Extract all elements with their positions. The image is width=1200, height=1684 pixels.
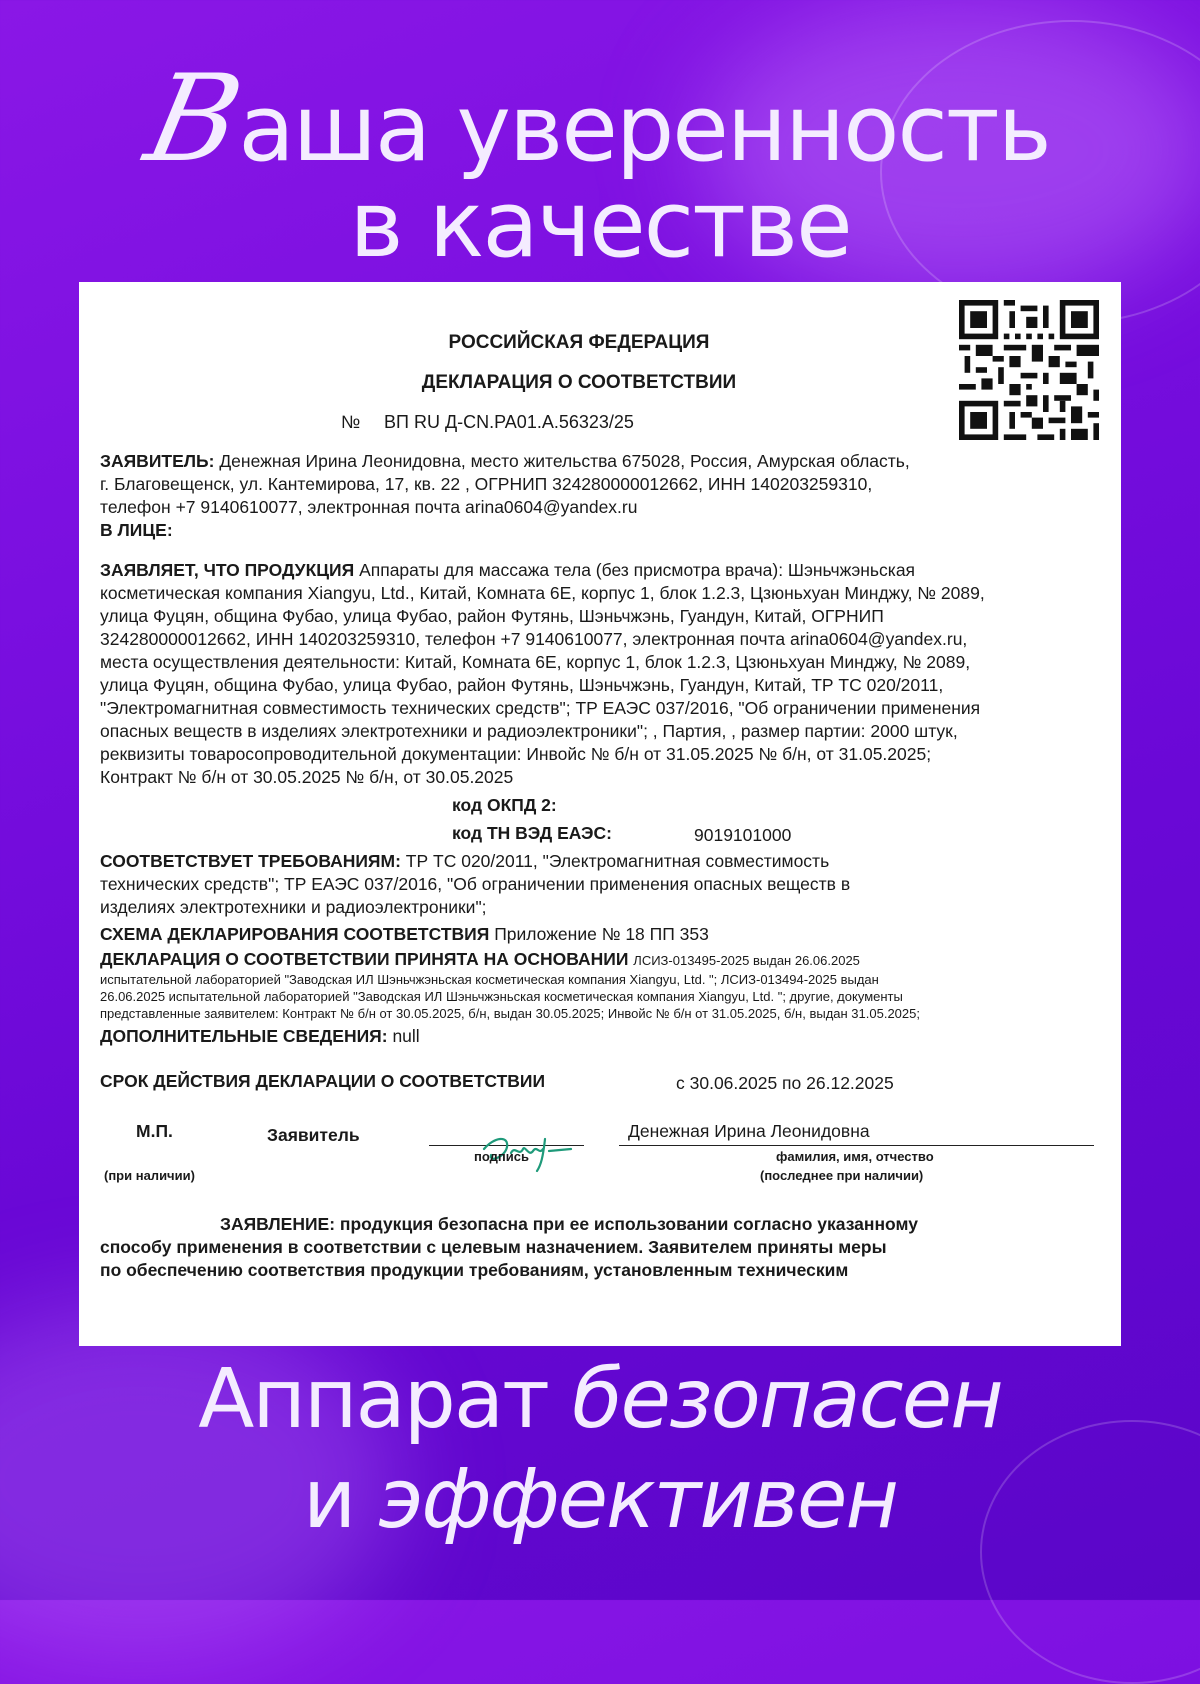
qr-code	[959, 300, 1099, 440]
footer-line-1: Аппарат безопасен	[198, 1352, 1002, 1447]
full-name: Денежная Ирина Леонидовна	[628, 1121, 870, 1141]
product-line-5: места осуществления деятельности: Китай, Комната 6E, корпус 1, блок 1.2.3, Цзюньхуан Минджу, № 2089,	[100, 652, 971, 672]
footer-line-2: и эффективен	[302, 1452, 898, 1547]
applicant-line-3: телефон +7 9140610077, электронная почта arina0604@yandex.ru	[100, 497, 638, 517]
declaration-number-label: №	[341, 412, 361, 432]
product-line-1: ЗАЯВЛЯЕТ, ЧТО ПРОДУКЦИЯ Аппараты для массажа тела (без присмотра врача): Шэньчжэньская	[100, 560, 916, 580]
name-caption-2: (последнее при наличии)	[760, 1168, 924, 1183]
conforms-line-2: технических средств"; ТР ЕАЭС 037/2016, "Об ограничении применения опасных веществ в	[100, 874, 851, 894]
statement-line-3: по обеспечению соответствия продукции требованиям, установленным техническим	[100, 1260, 849, 1280]
in-person-label: В ЛИЦЕ:	[100, 520, 173, 540]
scheme-line: СХЕМА ДЕКЛАРИРОВАНИЯ СООТВЕТСТВИЯ Приложение № 18 ПП 353	[100, 924, 709, 944]
okpd-label: код ОКПД 2:	[452, 795, 557, 815]
conforms-line-3: изделиях электротехники и радиоэлектроники";	[100, 897, 487, 917]
validity-label: СРОК ДЕЙСТВИЯ ДЕКЛАРАЦИИ О СООТВЕТСТВИИ	[100, 1071, 546, 1091]
product-line-2: косметическая компания Xiangyu, Ltd., Китай, Комната 6E, корпус 1, блок 1.2.3, Цзюньхуан Минджу, № 2089,	[100, 583, 985, 603]
name-line	[619, 1145, 1094, 1146]
headline-line-2: в качестве	[349, 171, 851, 278]
applicant-line-1: ЗАЯВИТЕЛЬ: Денежная Ирина Леонидовна, место жительства 675028, Россия, Амурская область,	[100, 451, 910, 471]
basis-line-2: испытательной лабораторией "Заводская ИЛ Шэньчжэньская косметическая компания Xiangyu, Ltd. "; ЛСИЗ-013494-2025 выдан	[100, 972, 879, 987]
product-line-4: 324280000012662, ИНН 140203259310, телефон +7 9140610077, электронная почта arina0604@yandex.ru,	[100, 629, 968, 649]
mp-note: (при наличии)	[104, 1168, 195, 1183]
tnved-label: код ТН ВЭД ЕАЭС:	[452, 823, 612, 843]
script-letter: B	[135, 50, 252, 189]
product-line-7: "Электромагнитная совместимость технических средств"; ТР ЕАЭС 037/2016, "Об ограничении применения	[100, 698, 981, 718]
signature-caption: подпись	[474, 1149, 529, 1164]
basis-line-3: 26.06.2025 испытательной лабораторией "Заводская ИЛ Шэньчжэньская косметическая компания Xiangyu, Ltd. "; другие, документы	[100, 989, 903, 1004]
applicant-sign-label: Заявитель	[267, 1125, 360, 1145]
product-line-10: Контракт № б/н от 30.05.2025 № б/н, от 30.05.2025	[100, 767, 514, 787]
additional-info: ДОПОЛНИТЕЛЬНЫЕ СВЕДЕНИЯ: null	[100, 1026, 420, 1046]
statement-line-2: способу применения в соответствии с целевым назначением. Заявителем приняты меры	[100, 1237, 887, 1257]
validity-value: с 30.06.2025 по 26.12.2025	[676, 1073, 894, 1093]
product-line-8: опасных веществ в изделиях электротехники и радиоэлектроники"; , Партия, , размер партии: 2000 штук,	[100, 721, 958, 741]
statement-line-1: ЗАЯВЛЕНИЕ: продукция безопасна при ее использовании согласно указанному	[220, 1214, 918, 1234]
declaration-number: ВП RU Д-CN.PA01.A.56323/25	[384, 412, 634, 432]
name-caption-1: фамилия, имя, отчество	[776, 1149, 934, 1164]
headline-line-1-text: аша уверенность	[238, 75, 1050, 182]
document-title: ДЕКЛАРАЦИЯ О СООТВЕТСТВИИ	[421, 372, 737, 393]
basis-line-4: представленные заявителем: Контракт № б/н от 30.05.2025, б/н, выдан 30.05.2025; Инвойс № б/н от 31.05.2025, б/н, выдан 31.05.2025;	[100, 1006, 920, 1021]
applicant-line-2: г. Благовещенск, ул. Кантемирова, 17, кв. 22 , ОГРНИП 324280000012662, ИНН 140203259310,	[100, 474, 873, 494]
product-line-9: реквизиты товаросопроводительной документации: Инвойс № б/н от 31.05.2025 № б/н, от 31.05.2025;	[100, 744, 932, 764]
basis-line-1: ДЕКЛАРАЦИЯ О СООТВЕТСТВИИ ПРИНЯТА НА ОСНОВАНИИ ЛСИЗ-013495-2025 выдан 26.06.2025	[100, 949, 860, 969]
conforms-line-1: СООТВЕТСТВУЕТ ТРЕБОВАНИЯМ: ТР ТС 020/2011, "Электромагнитная совместимость	[100, 851, 830, 871]
tnved-value: 9019101000	[694, 825, 792, 845]
product-line-3: улица Фуцян, община Фубао, улица Фубао, район Футянь, Шэньчжэнь, Гуандун, Китай, ОГРНИП	[100, 606, 884, 626]
country-title: РОССИЙСКАЯ ФЕДЕРАЦИЯ	[448, 332, 710, 353]
mp-label: М.П.	[136, 1121, 173, 1141]
product-line-6: улица Фуцян, община Фубао, улица Фубао, район Футянь, Шэньчжэнь, Гуандун, Китай, ТР ТС 020/2011,	[100, 675, 944, 695]
declaration-document	[79, 282, 1121, 1346]
